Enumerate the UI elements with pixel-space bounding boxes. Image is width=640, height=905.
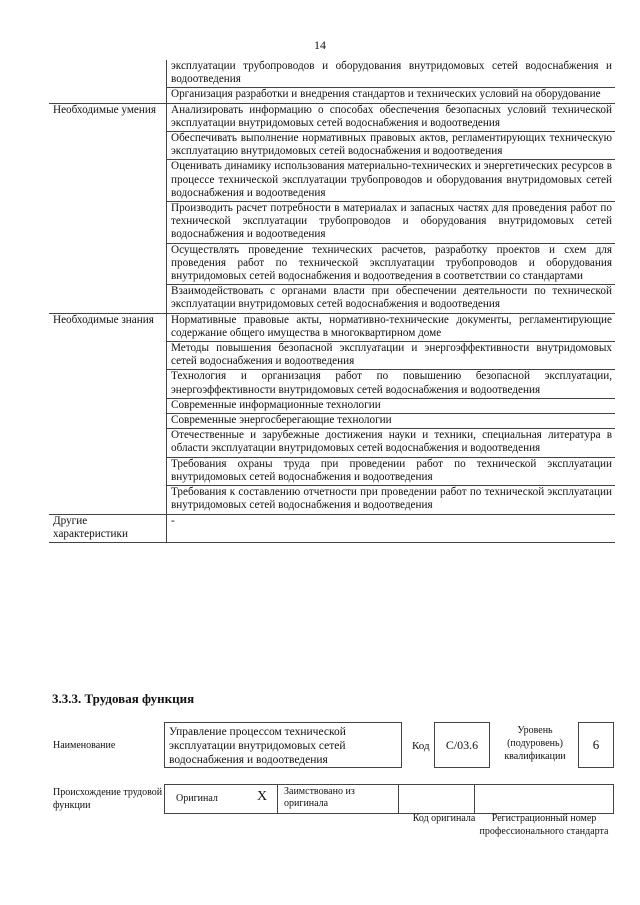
row-label: Необходимые знания — [49, 313, 167, 514]
row-item: Анализировать информацию о способах обеспечения безопасных условий технической эксплуатации внутридомовых сетей водоснабжения и водоотведения — [167, 103, 616, 131]
origin-divider-1 — [277, 784, 278, 813]
row-item: Производить расчет потребности в материалах и запасных частях для проведения работ по технической эксплуатации трубопроводов и оборудования внутридомовых сетей водоснабжения и водоотведения — [167, 202, 616, 244]
origin-divider-3 — [474, 784, 475, 813]
row-item: Методы повышения безопасной эксплуатации и энергоэффективности внутридомовых сетей водоснабжения и водоотведения — [167, 342, 616, 370]
row-item: Отечественные и зарубежные достижения науки и техники, специальная литература в области эксплуатации внутридомовых сетей водоснабжения и водоотведения — [167, 429, 616, 457]
row-item: Обеспечивать выполнение нормативных правовых актов, регламентирующих техническую эксплуатацию внутридомовых сетей водоснабжения и водоотведения — [167, 132, 616, 160]
row-item: Организация разработки и внедрения стандартов и технических условий на оборудование — [167, 88, 616, 103]
code-label: Код — [412, 740, 430, 752]
name-label: Наименование — [53, 740, 116, 751]
row-item: Современные энергосберегающие технологии — [167, 414, 616, 429]
page-number: 14 — [314, 38, 326, 52]
table-row — [49, 514, 615, 542]
row-label — [49, 60, 167, 103]
row-item: Требования охраны труда при проведении работ по технической эксплуатации внутридомовых сетей водоснабжения и водоотведения — [167, 457, 616, 485]
original-label: Оригинал — [176, 793, 218, 804]
row-label: Необходимые умения — [49, 103, 167, 313]
function-name-value: Управление процессом технической эксплуатации внутридомовых сетей водоснабжения и водоотведения — [169, 726, 346, 766]
table-row — [49, 313, 615, 341]
code-caption: Код оригинала — [412, 813, 476, 824]
level-box — [578, 722, 614, 768]
origin-label: Происхождение трудовой функции — [53, 787, 163, 811]
row-item: Нормативные правовые акты, нормативно-технические документы, регламентирующие содержание общего имущества в многоквартирном доме — [167, 313, 616, 341]
requirements-table — [49, 60, 615, 543]
row-item: Технология и организация работ по повышению безопасной эксплуатации, энергоэффективности внутридомовых сетей водоснабжения и водоотведения — [167, 370, 616, 398]
row-label: Другие характеристики — [49, 514, 167, 542]
row-item: - — [167, 514, 616, 542]
level-value: 6 — [592, 737, 600, 752]
origin-divider-2 — [398, 784, 399, 813]
table-row — [49, 103, 615, 131]
code-box — [434, 722, 490, 768]
row-item: Современные информационные технологии — [167, 398, 616, 413]
level-label: Уровень (подуровень) квалификации — [504, 725, 566, 762]
reg-caption: Регистрационный номер профессионального стандарта — [479, 813, 609, 837]
code-value: С/03.6 — [445, 738, 479, 752]
borrowed-label: Заимствовано из оригинала — [284, 786, 355, 809]
table-row — [49, 60, 615, 88]
section-heading: 3.3.3. Трудовая функция — [52, 691, 195, 706]
row-item: эксплуатации трубопроводов и оборудования внутридомовых сетей водоснабжения и водоотведения — [167, 60, 616, 88]
row-item: Осуществлять проведение технических расчетов, разработку проектов и схем для проведения работ по технической эксплуатации трубопроводов и оборудования внутридомовых сетей водоснабжения и водоотведения в соответствии со стандартами — [167, 243, 616, 285]
row-item: Оценивать динамику использования материально-технических и энергетических ресурсов в процессе технической эксплуатации трубопроводов и оборудования внутридомовых сетей водоснабжения и водоотведения — [167, 160, 616, 202]
function-name-box — [164, 722, 402, 768]
origin-box — [164, 784, 614, 814]
original-mark: X — [257, 789, 268, 804]
row-item: Взаимодействовать с органами власти при обеспечении деятельности по технической эксплуатации внутридомовых сетей водоснабжения и водоотведения — [167, 285, 616, 313]
row-item: Требования к составлению отчетности при проведении работ по технической эксплуатации внутридомовых сетей водоснабжения и водоотведения — [167, 486, 616, 514]
